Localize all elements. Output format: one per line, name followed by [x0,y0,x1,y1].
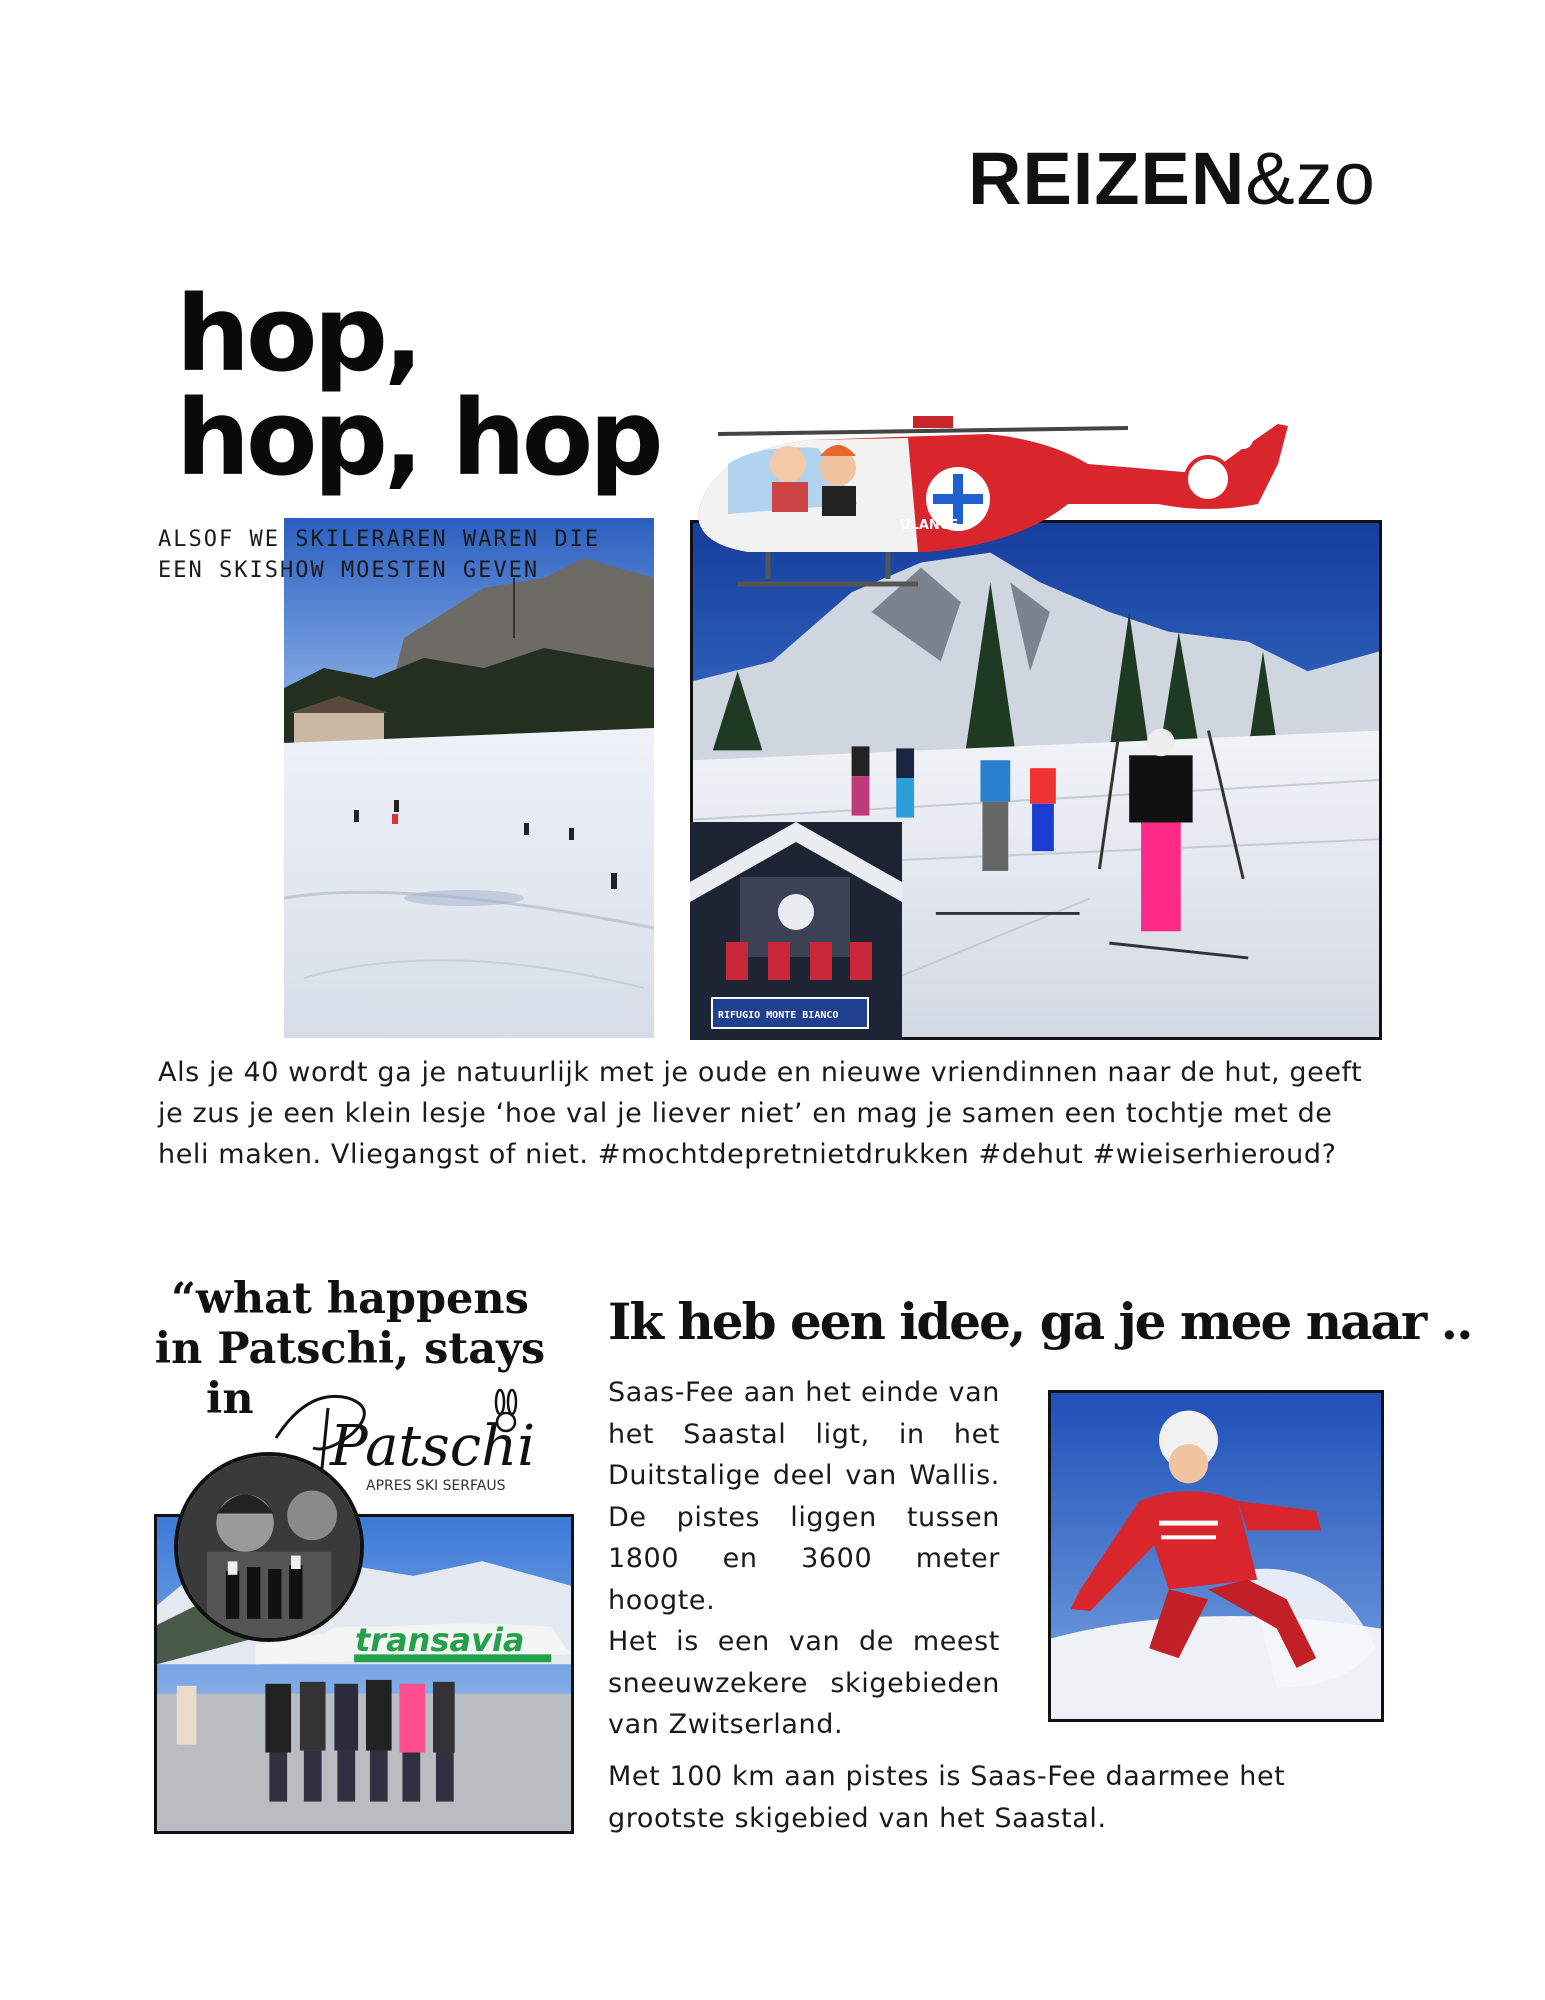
celebration-circle-photo [174,1452,364,1642]
intro-paragraph: Als je 40 wordt ga je natuurlijk met je oude en nieuwe vriendinnen naar de hut, geeft je zus je een klein lesje ‘hoe val je liever niet’ en mag je samen een tochtje met de heli maken. Vliegangst of niet. #mochtdepretnietdrukken #dehut #wieiserhieroud? [158,1057,1363,1170]
mountain-hut-photo [690,822,902,1040]
ski-slope-photo [284,518,654,1038]
subtitle-line-2: EEN SKISHOW MOESTEN GEVEN [158,558,540,583]
masthead [968,136,1376,221]
patschi-logo-tagline: APRES SKI SERFAUS [366,1478,506,1494]
quote-line-1: “what happens [171,1274,529,1324]
article-heading: Ik heb een idee, ga je mee naar .. [608,1292,1472,1351]
masthead-light: &zo [1245,137,1376,220]
subtitle-line-1: ALSOF WE SKILERAREN WAREN DIE [158,527,601,552]
article-column-text [608,1372,1000,1746]
article-paragraph-2: Het is een van de meest sneeuwzekere skigebieden van Zwitserland. [608,1626,1000,1740]
plane-livery-text: transavia [355,1621,525,1659]
headline-line-2: hop, hop [176,377,660,499]
masthead-bold: REIZEN [968,137,1246,220]
article-closing-text [608,1756,1408,1839]
patschi-logo-name: Patschi [330,1414,536,1479]
helicopter-label: ULANCE [900,518,959,533]
article-paragraph-1: Saas-Fee aan het einde van het Saastal ligt, in het Duitstalige deel van Wallis. De pistes liggen tussen 1800 en 3600 meter hoogte. [608,1377,1000,1616]
quote-line-2: in Patschi, stays [154,1324,546,1374]
quote-line-3: in [206,1374,254,1424]
skier-photo [1048,1390,1384,1722]
headline [176,273,660,499]
article-paragraph-3: Met 100 km aan pistes is Saas-Fee daarmee het grootste skigebied van het Saastal. [608,1761,1286,1834]
helicopter-illustration [688,404,1288,604]
headline-line-1: hop, [176,273,420,395]
hut-sign-label: RIFUGIO MONTE BIANCO [718,1010,839,1021]
subtitle [158,524,600,586]
